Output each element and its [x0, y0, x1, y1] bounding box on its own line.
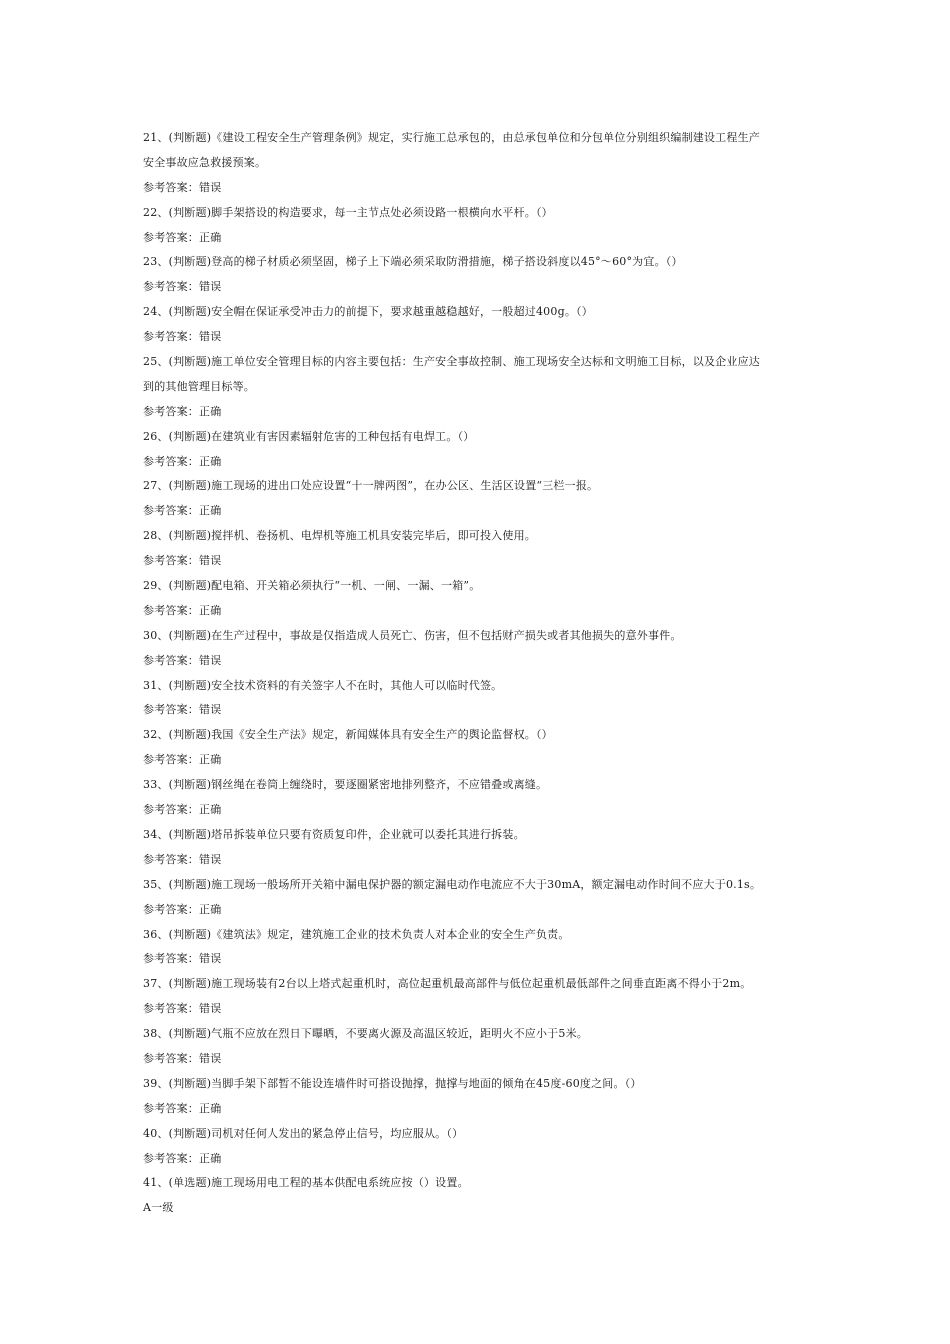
answer-text: 参考答案：正确: [143, 603, 222, 617]
question-text: 21、(判断题)《建设工程安全生产管理条例》规定，实行施工总承包的，由总承包单位和分包单位分别组织编制建设工程生产: [143, 131, 760, 144]
question-text: 31、(判断题)安全技术资料的有关签字人不在时，其他人可以临时代签。: [143, 678, 503, 692]
question-text: 22、(判断题)脚手架搭设的构造要求，每一主节点处必须设路一根横向水平杆。（）: [143, 205, 553, 219]
question-text: 28、(判断题)搅拌机、卷扬机、电焊机等施工机具安装完毕后，即可投入使用。: [143, 529, 536, 543]
answer-text: 参考答案：正确: [143, 454, 222, 468]
question-text: 38、(判断题)气瓶不应放在烈日下曝晒，不要离火源及高温区较近，距明火不应小于5米。: [143, 1027, 588, 1041]
question-text: 安全事故应急救援预案。: [143, 155, 267, 169]
answer-text: 参考答案：错误: [143, 1002, 222, 1016]
answer-text: 参考答案：错误: [143, 554, 222, 568]
question-text: 26、(判断题)在建筑业有害因素辐射危害的工种包括有电焊工。（）: [143, 429, 475, 443]
question-text: 37、(判断题)施工现场装有2台以上塔式起重机时，高位起重机最高部件与低位起重机最低部件之间垂直距离不得小于2m。: [143, 977, 752, 991]
answer-text: 参考答案：正确: [143, 803, 222, 817]
question-text: 23、(判断题)登高的梯子材质必须坚固，梯子上下端必须采取防滑措施，梯子搭设斜度以45°～60°为宜。（）: [143, 255, 683, 269]
answer-text: 参考答案：错误: [143, 653, 222, 667]
question-text: 29、(判断题)配电箱、开关箱必须执行“一机、一闸、一漏、一箱”。: [143, 579, 481, 593]
answer-text: 参考答案：错误: [143, 330, 222, 344]
question-text: 40、(判断题)司机对任何人发出的紧急停止信号，均应服从。（）: [143, 1126, 464, 1140]
question-text: 39、(判断题)当脚手架下部暂不能设连墙件时可搭设抛撑，抛撑与地面的倾角在45度-60度之间。（）: [143, 1076, 642, 1090]
question-text: 30、(判断题)在生产过程中，事故是仅指造成人员死亡、伤害，但不包括财产损失或者其他损失的意外事件。: [143, 628, 682, 642]
answer-text: 参考答案：错误: [143, 703, 222, 717]
answer-text: 参考答案：错误: [143, 1051, 222, 1065]
answer-text: 参考答案：正确: [143, 1151, 222, 1165]
question-text: 33、(判断题)钢丝绳在卷筒上缠绕时，要逐圈紧密地排列整齐，不应错叠或离缝。: [143, 778, 548, 792]
answer-text: 参考答案：正确: [143, 504, 222, 518]
question-text: 24、(判断题)安全帽在保证承受冲击力的前提下，要求越重越稳越好，一般超过400g。（）: [143, 305, 593, 319]
answer-text: 参考答案：错误: [143, 852, 222, 866]
answer-text: 参考答案：错误: [143, 280, 222, 294]
question-text: 34、(判断题)塔吊拆装单位只要有资质复印件，企业就可以委托其进行拆装。: [143, 827, 525, 841]
answer-text: 参考答案：正确: [143, 753, 222, 767]
question-text: 到的其他管理目标等。: [143, 379, 255, 393]
answer-text: 参考答案：正确: [143, 230, 222, 244]
answer-text: 参考答案：错误: [143, 180, 222, 194]
answer-text: 参考答案：错误: [143, 952, 222, 966]
question-list: [143, 126, 813, 1221]
option-text: A一级: [143, 1201, 174, 1215]
question-text: 36、(判断题)《建筑法》规定，建筑施工企业的技术负责人对本企业的安全生产负责。: [143, 927, 570, 941]
question-text: 35、(判断题)施工现场一般场所开关箱中漏电保护器的额定漏电动作电流应不大于30mA，额定漏电动作时间不应大于0.1s。: [143, 877, 762, 891]
answer-text: 参考答案：正确: [143, 1101, 222, 1115]
question-text: 27、(判断题)施工现场的进出口处应设置“十一牌两图”，在办公区、生活区设置“三栏一报。: [143, 479, 599, 493]
question-text: 25、(判断题)施工单位安全管理目标的内容主要包括：生产安全事故控制、施工现场安全达标和文明施工目标，以及企业应达: [143, 355, 760, 369]
answer-text: 参考答案：正确: [143, 404, 222, 418]
answer-text: 参考答案：正确: [143, 902, 222, 916]
question-text: 41、(单选题)施工现场用电工程的基本供配电系统应按（）设置。: [143, 1176, 469, 1190]
question-text: 32、(判断题)我国《安全生产法》规定，新闻媒体具有安全生产的舆论监督权。（）: [143, 728, 553, 742]
